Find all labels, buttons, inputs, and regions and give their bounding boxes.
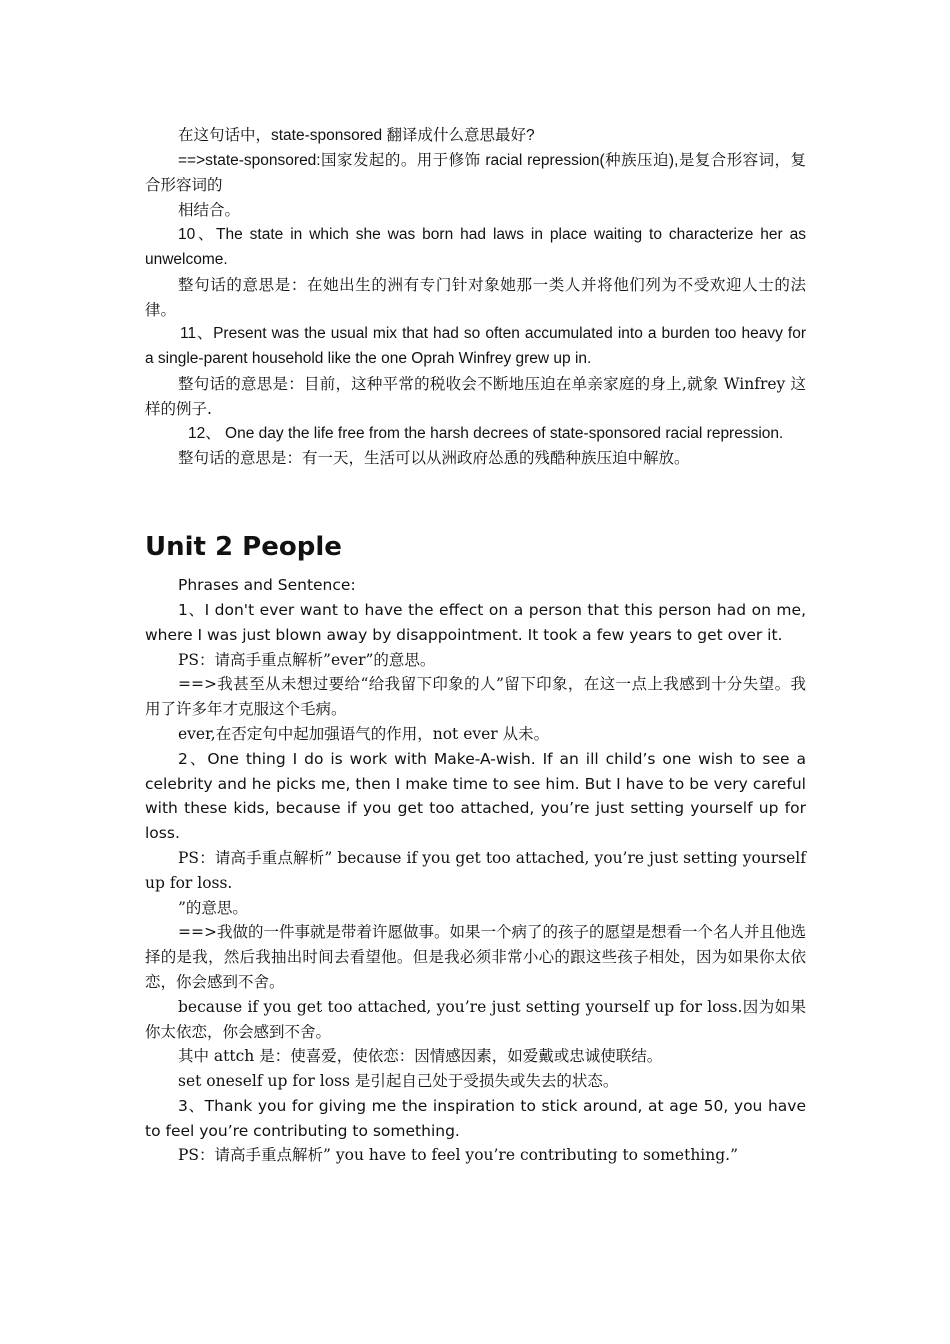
sentence-2-answer: ==>我做的一件事就是带着许愿做事。如果一个病了的孩子的愿望是想看一个名人并且他选择的是我，然后我抽出时间去看望他。但是我必须非常小心的跟这些孩子相处，因为如果你太依恋，你会感到不舍。 <box>145 923 806 991</box>
sentence-2-ps-end: ”的意思。 <box>178 898 248 917</box>
sentence-2-note-2: 其中 attch 是：使喜爱，使依恋：因情感因素，如爱戴或忠诚使联结。 <box>178 1047 663 1066</box>
sentence-1-note: ever,在否定句中起加强语气的作用，not ever 从未。 <box>178 724 550 743</box>
sentence-1-answer: ==>我甚至从未想过要给“给我留下印象的人”留下印象，在这一点上我感到十分失望。我用了许多年才克服这个毛病。 <box>145 675 806 719</box>
sentence-12: 12、 One day the life free from the harsh decrees of state-sponsored racial repression. <box>188 424 784 442</box>
sentence-2-ps: PS：请高手重点解析” because if you get too attached, you’re just setting yourself up for loss. <box>145 848 806 892</box>
sentence-1: 1、I don't ever want to have the effect on a person that this person had on me, where I was just blown away by disappointment. It took a few years to get over it. <box>145 600 806 644</box>
sentence-11-meaning: 整句话的意思是：目前，这种平常的税收会不断地压迫在单亲家庭的身上,就象 Winfrey 这样的例子. <box>145 374 806 418</box>
question-state-sponsored: 在这句话中，state-sponsored 翻译成什么意思最好? <box>178 127 535 144</box>
sentence-2: 2、One thing I do is work with Make-A-wish. If an ill child’s one wish to see a celebrity and he picks me, then I make time to see him. But I have to be very careful with these kids, because if you get too attached, you’re just setting yourself up for loss. <box>145 749 806 843</box>
sentence-2-note-3: set oneself up for loss 是引起自己处于受损失或失去的状态。 <box>178 1072 619 1091</box>
sentence-1-ps: PS：请高手重点解析”ever”的意思。 <box>178 650 436 669</box>
sentence-11: 11、Present was the usual mix that had so often accumulated into a burden too heavy for a single-parent household like the one Oprah Winfrey grew up in. <box>145 325 806 368</box>
sentence-10: 10、The state in which she was born had laws in place waiting to characterize her as unwelcome. <box>145 226 806 268</box>
sentence-10-meaning: 整句话的意思是：在她出生的洲有专门针对象她那一类人并将他们列为不受欢迎人士的法律。 <box>145 275 806 319</box>
sentence-2-note-1: because if you get too attached, you’re just setting yourself up for loss.因为如果你太依恋，你会感到不舍。 <box>145 997 806 1041</box>
page-content <box>145 124 806 1168</box>
unit-heading: Unit 2 People <box>145 532 342 563</box>
sentence-12-meaning: 整句话的意思是：有一天，生活可以从洲政府怂恿的残酷种族压迫中解放。 <box>178 449 690 468</box>
section-gap <box>145 471 806 527</box>
answer-state-sponsored: ==>state-sponsored:国家发起的。用于修饰 racial repression(种族压迫),是复合形容词，复合形容词的 <box>145 151 806 194</box>
sentence-3: 3、Thank you for giving me the inspiration to stick around, at age 50, you have to feel you’re contributing to something. <box>145 1096 806 1140</box>
sentence-3-ps: PS：请高手重点解析” you have to feel you’re contributing to something.” <box>178 1146 739 1165</box>
unit-subheading: Phrases and Sentence: <box>178 576 356 595</box>
answer-state-sponsored-cont: 相结合。 <box>178 201 241 220</box>
